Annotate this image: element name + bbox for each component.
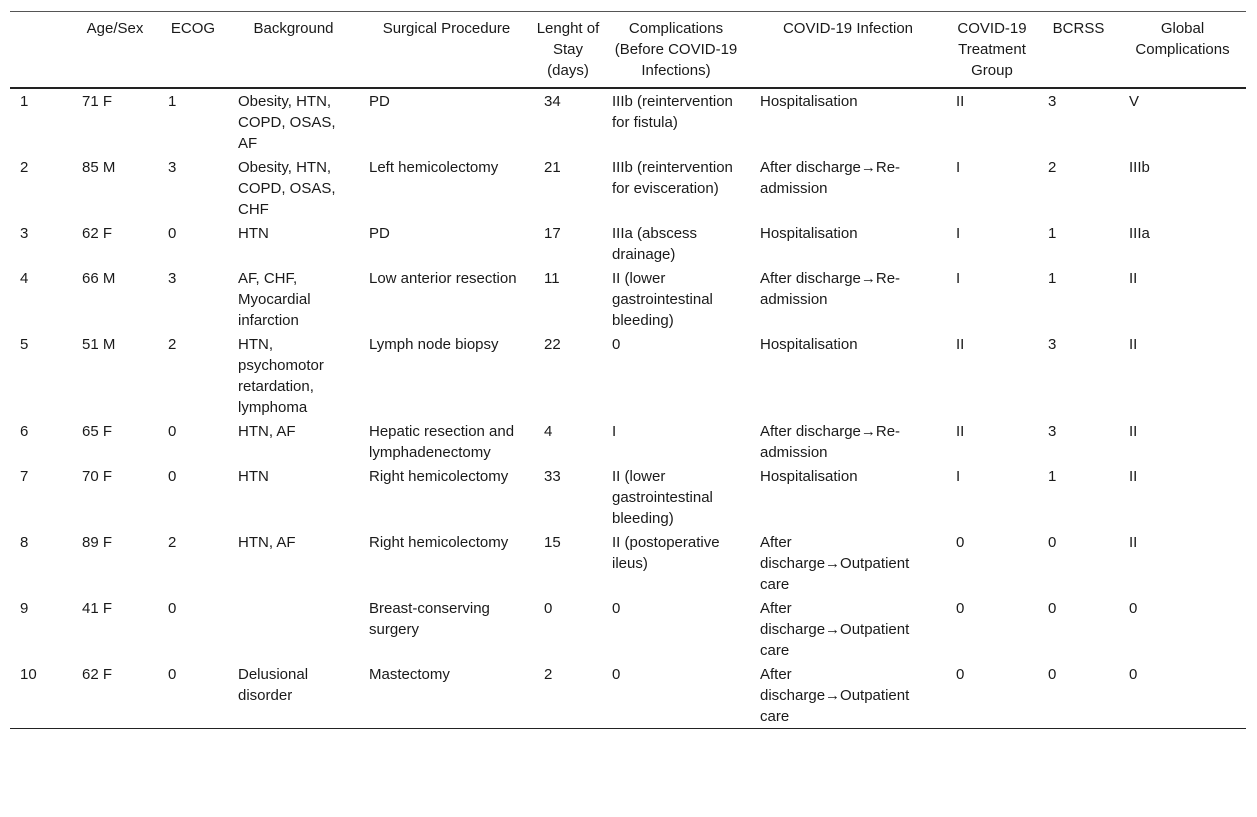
- cell-surgical-procedure: PD: [369, 93, 390, 110]
- cell-age-sex: 85 M: [82, 159, 116, 176]
- cell-covid-infection: After discharge→Re-admission: [760, 423, 901, 461]
- cell-index: 6: [20, 423, 29, 440]
- cell-global-complications: 0: [1129, 600, 1138, 617]
- column-header-covid-treatment-group: COVID-19 Treatment Group: [957, 20, 1027, 79]
- cell-ecog: 0: [168, 423, 177, 440]
- cell-global-complications: IIIa: [1129, 225, 1150, 242]
- cell-age-sex: 66 M: [82, 270, 116, 287]
- cell-length-of-stay: 0: [544, 600, 553, 617]
- column-header-length-of-stay: Lenght of Stay (days): [536, 20, 600, 79]
- cell-index: 5: [20, 336, 29, 353]
- cell-global-complications: II: [1129, 534, 1138, 551]
- cell-global-complications: IIIb: [1129, 159, 1150, 176]
- cell-covid-infection: After discharge→Outpatient care: [760, 666, 910, 725]
- cell-ecog: 2: [168, 534, 177, 551]
- cell-bcrss: 0: [1048, 666, 1057, 683]
- table-row: [10, 155, 1246, 221]
- cell-bcrss: 1: [1048, 225, 1057, 242]
- column-header-index: [10, 12, 72, 89]
- cell-length-of-stay: 22: [544, 336, 561, 353]
- cell-surgical-procedure: Right hemicolectomy: [369, 534, 509, 551]
- column-header-global-complications: Global Complications: [1135, 20, 1230, 58]
- cell-covid-infection: Hospitalisation: [760, 93, 858, 110]
- cell-ecog: 3: [168, 270, 177, 287]
- table-row: [10, 662, 1246, 729]
- cell-global-complications: II: [1129, 423, 1138, 440]
- cell-background: [228, 596, 359, 662]
- cell-covid-treatment-group: II: [956, 336, 965, 353]
- column-header-background: Background: [253, 20, 334, 37]
- cell-covid-treatment-group: I: [956, 468, 961, 485]
- cell-global-complications: II: [1129, 468, 1138, 485]
- column-header-surgical-procedure: Surgical Procedure: [382, 20, 511, 37]
- column-header-covid-infection: COVID-19 Infection: [782, 20, 914, 37]
- cell-covid-treatment-group: I: [956, 270, 961, 287]
- cell-complications-before: 0: [612, 600, 621, 617]
- cell-length-of-stay: 2: [544, 666, 553, 683]
- cell-background: Obesity, HTN, COPD, OSAS, AF: [238, 93, 336, 152]
- cell-complications-before: IIIa (abscess drainage): [612, 225, 698, 263]
- cell-covid-infection: Hospitalisation: [760, 225, 858, 242]
- cell-covid-infection: Hospitalisation: [760, 336, 858, 353]
- column-header-bcrss: BCRSS: [1052, 20, 1105, 37]
- cell-covid-infection: After discharge→Outpatient care: [760, 534, 910, 593]
- cell-ecog: 0: [168, 468, 177, 485]
- cell-complications-before: II (lower gastrointestinal bleeding): [612, 468, 713, 527]
- table-body: [10, 88, 1246, 729]
- cell-background: HTN, psychomotor retardation, lymphoma: [238, 336, 324, 416]
- cell-surgical-procedure: PD: [369, 225, 390, 242]
- cell-background: AF, CHF, Myocardial infarction: [238, 270, 311, 329]
- cell-age-sex: 62 F: [82, 666, 113, 683]
- cell-ecog: 1: [168, 93, 177, 110]
- cell-age-sex: 41 F: [82, 600, 113, 617]
- cell-global-complications: II: [1129, 336, 1138, 353]
- patient-table: [10, 11, 1246, 729]
- cell-surgical-procedure: Hepatic resection and lymphadenectomy: [369, 423, 515, 461]
- cell-age-sex: 65 F: [82, 423, 113, 440]
- cell-covid-treatment-group: 0: [956, 534, 965, 551]
- table-row: [10, 221, 1246, 266]
- table-row: [10, 88, 1246, 155]
- cell-index: 4: [20, 270, 29, 287]
- table-row: [10, 266, 1246, 332]
- cell-index: 1: [20, 93, 29, 110]
- cell-background: Obesity, HTN, COPD, OSAS, CHF: [238, 159, 336, 218]
- cell-length-of-stay: 15: [544, 534, 561, 551]
- cell-covid-infection: After discharge→Outpatient care: [760, 600, 910, 659]
- cell-covid-treatment-group: II: [956, 93, 965, 110]
- cell-ecog: 0: [168, 225, 177, 242]
- cell-bcrss: 0: [1048, 534, 1057, 551]
- cell-complications-before: 0: [612, 666, 621, 683]
- cell-covid-treatment-group: 0: [956, 666, 965, 683]
- cell-complications-before: II (postoperative ileus): [612, 534, 720, 572]
- cell-bcrss: 2: [1048, 159, 1057, 176]
- cell-bcrss: 3: [1048, 423, 1057, 440]
- table-container: [10, 11, 1246, 729]
- cell-index: 8: [20, 534, 29, 551]
- cell-bcrss: 3: [1048, 336, 1057, 353]
- cell-age-sex: 51 M: [82, 336, 116, 353]
- cell-index: 7: [20, 468, 29, 485]
- column-header-complications-before: Complications (Before COVID-19 Infections): [614, 20, 738, 79]
- cell-length-of-stay: 33: [544, 468, 561, 485]
- cell-background: HTN: [238, 468, 269, 485]
- cell-length-of-stay: 11: [544, 270, 560, 287]
- cell-index: 10: [20, 666, 37, 683]
- cell-age-sex: 89 F: [82, 534, 113, 551]
- cell-covid-treatment-group: I: [956, 159, 961, 176]
- cell-complications-before: IIIb (reintervention for fistula): [612, 93, 733, 131]
- cell-bcrss: 1: [1048, 270, 1057, 287]
- cell-surgical-procedure: Right hemicolectomy: [369, 468, 509, 485]
- cell-age-sex: 62 F: [82, 225, 113, 242]
- cell-covid-treatment-group: 0: [956, 600, 965, 617]
- cell-complications-before: IIIb (reintervention for evisceration): [612, 159, 733, 197]
- cell-covid-infection: Hospitalisation: [760, 468, 858, 485]
- cell-complications-before: I: [612, 423, 617, 440]
- cell-ecog: 2: [168, 336, 177, 353]
- table-row: [10, 419, 1246, 464]
- cell-bcrss: 0: [1048, 600, 1057, 617]
- cell-global-complications: 0: [1129, 666, 1138, 683]
- cell-bcrss: 3: [1048, 93, 1057, 110]
- cell-bcrss: 1: [1048, 468, 1057, 485]
- column-header-age-sex: Age/Sex: [86, 20, 144, 37]
- cell-covid-treatment-group: II: [956, 423, 965, 440]
- column-header-ecog: ECOG: [170, 20, 216, 37]
- cell-complications-before: II (lower gastrointestinal bleeding): [612, 270, 713, 329]
- cell-global-complications: V: [1129, 93, 1140, 110]
- table-row: [10, 596, 1246, 662]
- cell-complications-before: 0: [612, 336, 621, 353]
- cell-ecog: 3: [168, 159, 177, 176]
- cell-background: HTN, AF: [238, 423, 296, 440]
- cell-covid-infection: After discharge→Re-admission: [760, 159, 901, 197]
- cell-global-complications: II: [1129, 270, 1138, 287]
- cell-age-sex: 71 F: [82, 93, 113, 110]
- cell-index: 3: [20, 225, 29, 242]
- header-row: [10, 12, 1246, 89]
- cell-index: 2: [20, 159, 29, 176]
- cell-surgical-procedure: Lymph node biopsy: [369, 336, 499, 353]
- cell-length-of-stay: 4: [544, 423, 553, 440]
- cell-length-of-stay: 17: [544, 225, 561, 242]
- cell-age-sex: 70 F: [82, 468, 113, 485]
- cell-ecog: 0: [168, 666, 177, 683]
- cell-covid-infection: After discharge→Re-admission: [760, 270, 901, 308]
- cell-length-of-stay: 21: [544, 159, 561, 176]
- cell-surgical-procedure: Low anterior resection: [369, 270, 517, 287]
- table-row: [10, 332, 1246, 419]
- cell-surgical-procedure: Left hemicolectomy: [369, 159, 499, 176]
- cell-index: 9: [20, 600, 29, 617]
- cell-background: Delusional disorder: [238, 666, 309, 704]
- cell-surgical-procedure: Breast-conserving surgery: [369, 600, 490, 638]
- cell-ecog: 0: [168, 600, 177, 617]
- cell-length-of-stay: 34: [544, 93, 561, 110]
- cell-background: HTN, AF: [238, 534, 296, 551]
- cell-background: HTN: [238, 225, 269, 242]
- cell-surgical-procedure: Mastectomy: [369, 666, 450, 683]
- table-row: [10, 464, 1246, 530]
- cell-covid-treatment-group: I: [956, 225, 961, 242]
- table-row: [10, 530, 1246, 596]
